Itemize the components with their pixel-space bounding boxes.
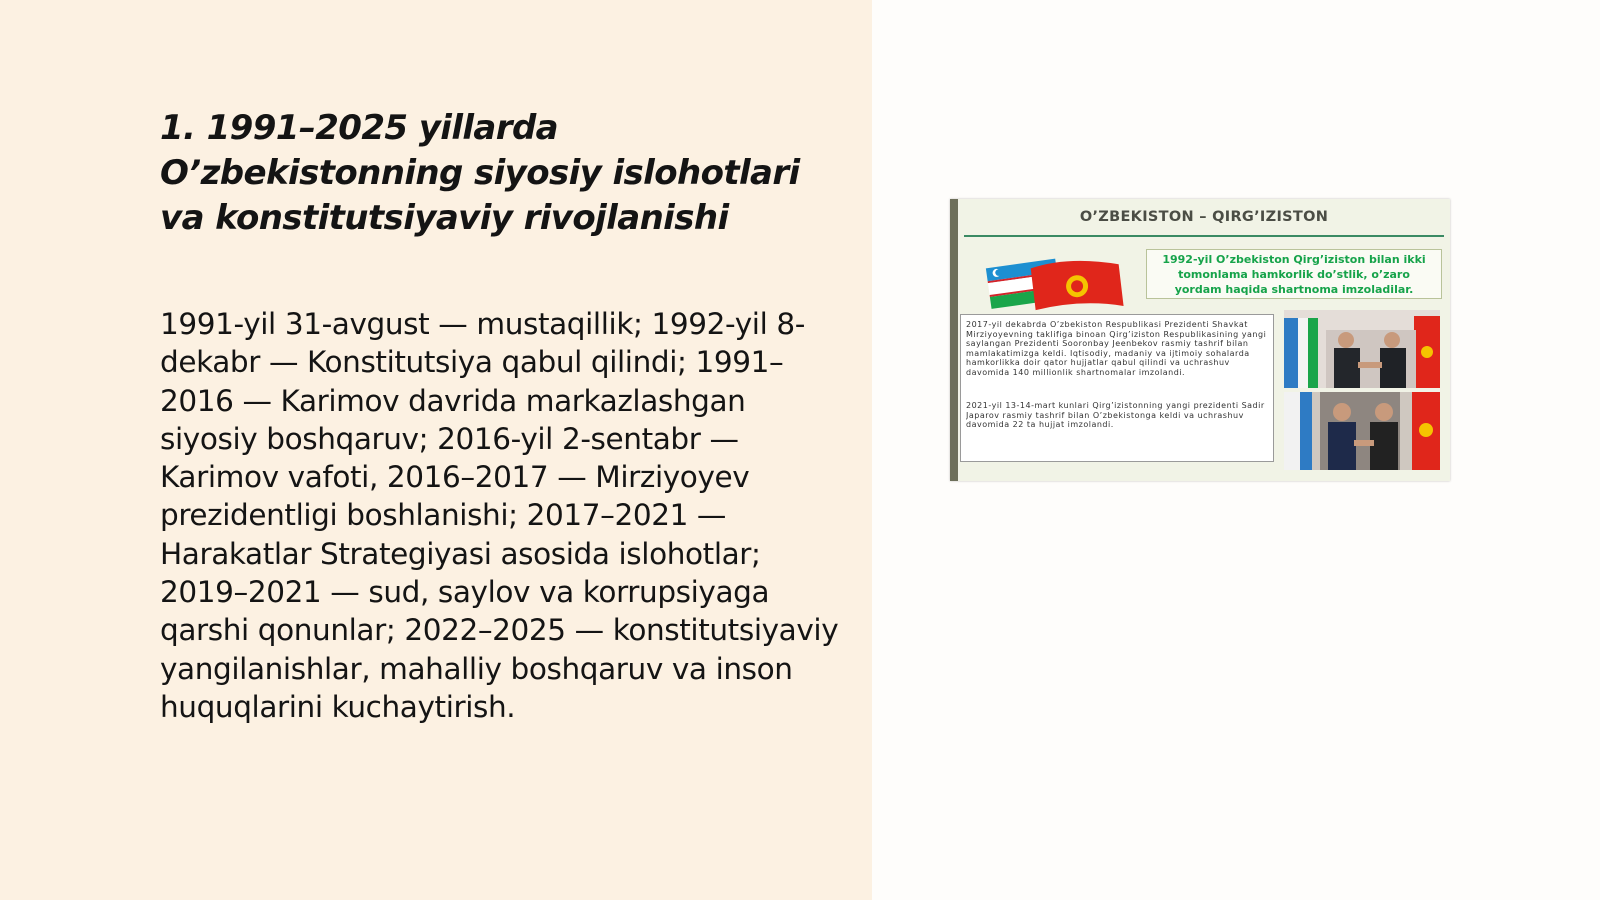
photo-handshake-top [1284, 310, 1440, 388]
image-highlight-box: 1992-yil O’zbekiston Qirg’iziston bilan ikki tomonlama hamkorlik do’stlik, o’zaro yordam haqida shartnoma imzoladilar. [1146, 249, 1442, 299]
photo-handshake-bottom [1284, 392, 1440, 470]
image-paragraph-1: 2017-yil dekabrda O’zbekiston Respublikasi Prezidenti Shavkat Mirziyoyevning taklifiga binoan Qirg’iziston Respublikasining yangi saylangan Prezidenti Sooronbay Jeenbekov rasmiy tashrif bilan mamlakatimizga keldi. Iqtisodiy, madaniy va ijtimoiy sohalarda hamkorlikka doir qator hujjatlar qabul qilindi va uchrashuv davomida 140 millionlik shartnomalar imzolandi. [966, 320, 1267, 377]
slide-title: 1. 1991–2025 yillarda O’zbekistonning siyosiy islohotlari va konstitutsiyaviy rivojlanishi [160, 108, 800, 238]
handshake-photo-icon [1284, 310, 1440, 388]
image-text-box [960, 314, 1274, 462]
image-edge-bar [950, 199, 958, 481]
image-paragraph-2: 2021-yil 13-14-mart kunlari Qirg’izistonning yangi prezidenti Sadir Japarov rasmiy tashrif bilan O’zbekistonga keldi va uchrashuv davomida 22 ta hujjat imzolandi. [966, 401, 1265, 429]
kyrgyzstan-flag-icon [1030, 258, 1123, 313]
image-title-rule [964, 235, 1444, 237]
image-title: O’ZBEKISTON – QIRG’IZISTON [1079, 209, 1329, 225]
slide-body-text: 1991-yil 31-avgust — mustaqillik; 1992-yil 8-dekabr — Konstitutsiya qabul qilindi; 1991–2016 — Karimov davrida markazlashgan siyosiy boshqaruv; 2016-yil 2-sentabr — Karimov vafoti, 2016–2017 — Mirziyoyev prezidentligi boshlanishi; 2017–2021 — Harakatlar Strategiyasi asosida islohotlar; 2019–2021 — sud, saylov va korrupsiyaga qarshi qonunlar; 2022–2025 — konstitutsiyaviy yangilanishlar, mahalliy boshqaruv va inson huquqlarini kuchaytirish. [160, 307, 839, 724]
embedded-image [950, 199, 1450, 481]
handshake-photo-icon [1284, 392, 1440, 470]
flags-illustration [980, 251, 1130, 313]
